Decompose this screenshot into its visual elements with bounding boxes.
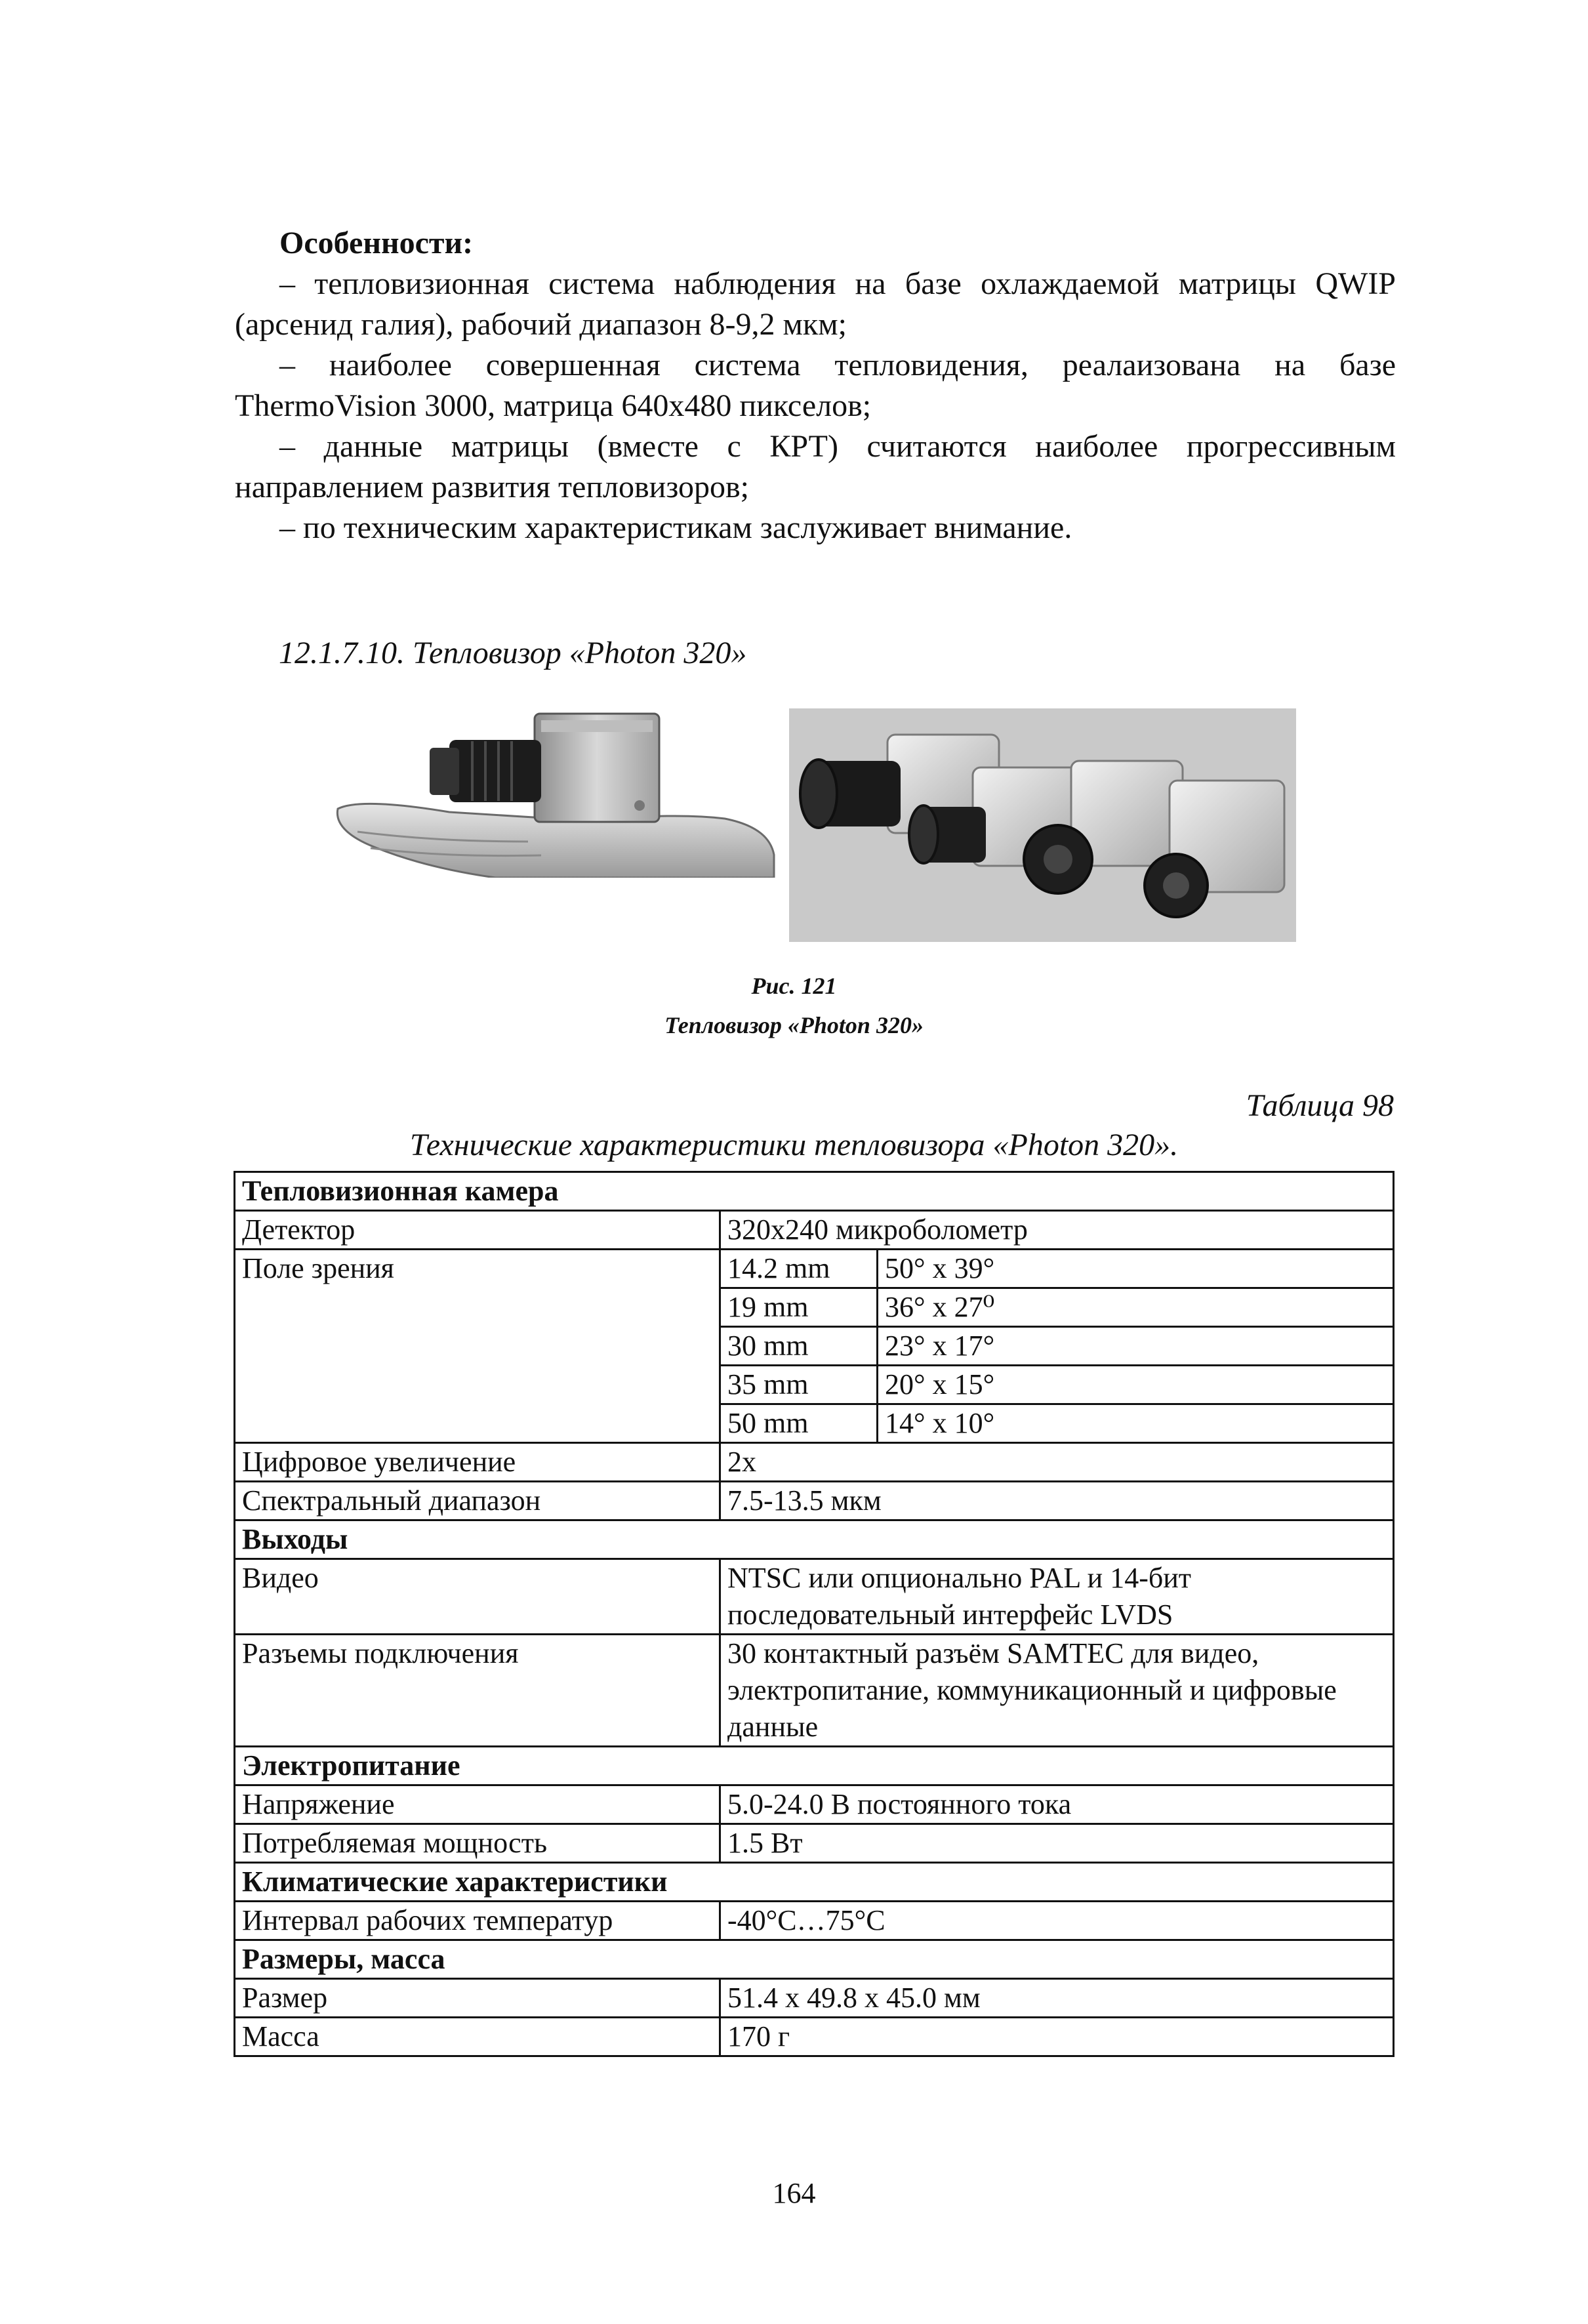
table-row [235, 1902, 1394, 1940]
feature-item: – тепловизионная система наблюдения на базе охлаждаемой матрицы QWIP (арсенид галия), рабочий диапазон 8-9,2 мкм; [235, 266, 1396, 342]
camera-lineup-photo [789, 708, 1296, 942]
table-row [235, 1824, 1394, 1863]
table-row [235, 2018, 1394, 2056]
table-row [235, 1747, 1394, 1785]
section-header: Размеры, масса [235, 1940, 1394, 1979]
lens-focal: 50 mm [720, 1404, 878, 1443]
row-value: 320х240 микроболометр [720, 1211, 1394, 1250]
row-value: 170 г [720, 2018, 1394, 2056]
camera-on-hand-photo [331, 707, 777, 878]
table-row [235, 1250, 1394, 1288]
row-value: 7.5-13.5 мкм [720, 1482, 1394, 1520]
spec-table [234, 1171, 1395, 2057]
camera-lineup-illustration [789, 708, 1296, 942]
camera-on-hand-illustration [331, 707, 777, 878]
table-number: Таблица 98 [1246, 1088, 1394, 1123]
table-title: Технические характеристики тепловизора «Photon 320». [409, 1128, 1179, 1162]
row-label: Потребляемая мощность [235, 1824, 720, 1863]
table-row [235, 1785, 1394, 1824]
lens-angle: 20° x 15° [878, 1366, 1394, 1404]
table-row [235, 1559, 1394, 1635]
row-label: Интервал рабочих температур [235, 1902, 720, 1940]
row-label: Детектор [235, 1211, 720, 1250]
table-row [235, 1940, 1394, 1979]
table-row [235, 1979, 1394, 2018]
lens-focal: 14.2 mm [720, 1250, 878, 1288]
features-block [235, 223, 1396, 548]
feature-item: – данные матрицы (вместе с КРТ) считаются наиболее прогрессивным направлением развития тепловизоров; [235, 429, 1396, 504]
lens-angle: 23° x 17° [878, 1327, 1394, 1366]
table-row [235, 1482, 1394, 1520]
row-label: Поле зрения [235, 1250, 720, 1443]
row-value: 5.0-24.0 В постоянного тока [720, 1785, 1394, 1824]
table-row [235, 1443, 1394, 1482]
feature-item: – по техническим характеристикам заслуживает внимание. [279, 510, 1072, 545]
row-value: 1.5 Вт [720, 1824, 1394, 1863]
row-value: 51.4 х 49.8 х 45.0 мм [720, 1979, 1394, 2018]
figure-caption: Тепловизор «Photon 320» [664, 1012, 924, 1038]
figure-number: Рис. 121 [751, 973, 837, 999]
lens-focal: 19 mm [720, 1288, 878, 1327]
row-value: 30 контактный разъём SAMTEC для видео, электропитание, коммуникационный и цифровые данные [720, 1635, 1394, 1747]
row-label: Спектральный диапазон [235, 1482, 720, 1520]
table-row [235, 1211, 1394, 1250]
lens-angle: 14° x 10° [878, 1404, 1394, 1443]
table-row [235, 1520, 1394, 1559]
section-heading: 12.1.7.10. Тепловизор «Photon 320» [279, 636, 747, 670]
row-label: Разъемы подключения [235, 1635, 720, 1747]
row-label: Видео [235, 1559, 720, 1635]
lens-focal: 35 mm [720, 1366, 878, 1404]
section-header: Тепловизионная камера [235, 1172, 1394, 1211]
feature-item: – наиболее совершенная система тепловидения, реалаизована на базе ThermoVision 3000, матрица 640х480 пикселов; [235, 348, 1396, 423]
lens-angle: 50° x 39° [878, 1250, 1394, 1288]
row-label: Напряжение [235, 1785, 720, 1824]
table-row [235, 1863, 1394, 1902]
features-title: Особенности: [279, 226, 474, 260]
table-row [235, 1635, 1394, 1747]
page-number: 164 [772, 2177, 816, 2209]
section-header: Электропитание [235, 1747, 1394, 1785]
section-header: Выходы [235, 1520, 1394, 1559]
row-value: -40°С…75°С [720, 1902, 1394, 1940]
row-value: 2х [720, 1443, 1394, 1482]
lens-angle: 36° x 27⁰ [878, 1288, 1394, 1327]
row-label: Масса [235, 2018, 720, 2056]
table-row [235, 1172, 1394, 1211]
lens-focal: 30 mm [720, 1327, 878, 1366]
row-label: Размер [235, 1979, 720, 2018]
row-label: Цифровое увеличение [235, 1443, 720, 1482]
row-value: NTSC или опционально PAL и 14-бит последовательный интерфейс LVDS [720, 1559, 1394, 1635]
section-header: Климатические характеристики [235, 1863, 1394, 1902]
